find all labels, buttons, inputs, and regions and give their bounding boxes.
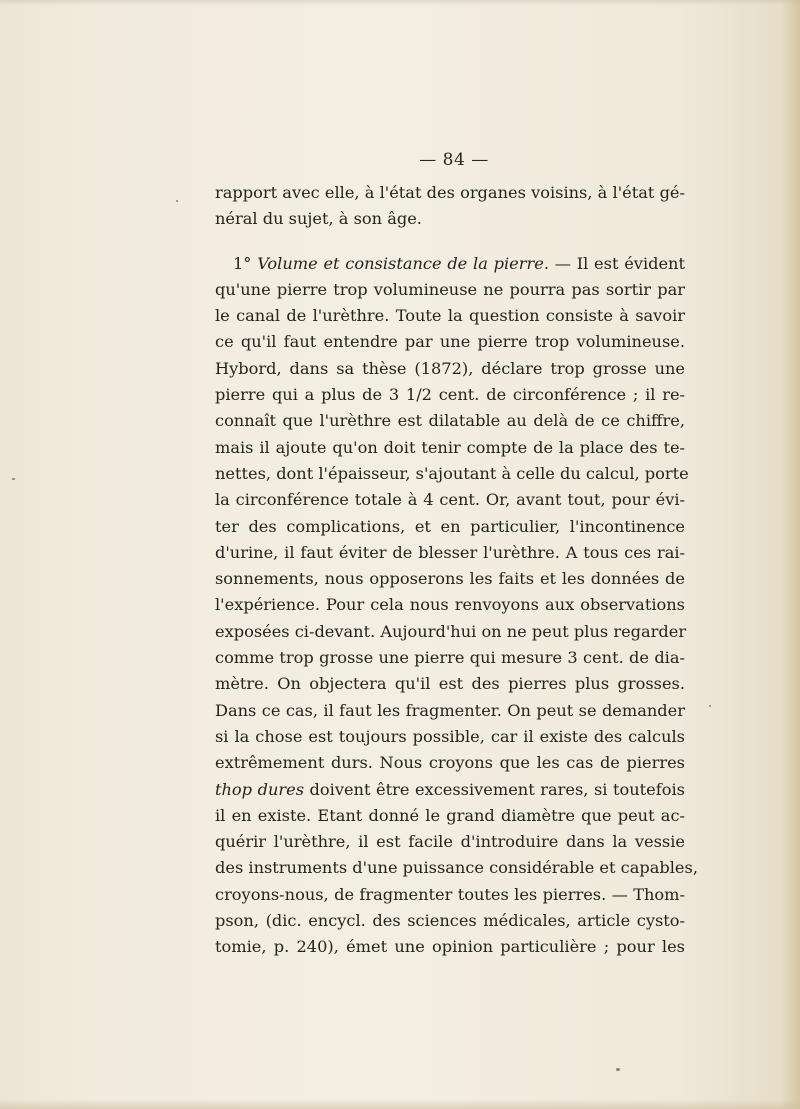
paper-speck [616, 1068, 620, 1071]
text-line: sonnements, nous opposerons les faits et les données de [215, 569, 685, 589]
text-line: croyons-nous, de fragmenter toutes les pierres. — Thom- [215, 884, 685, 904]
page-top-shadow [0, 0, 800, 6]
text-line: si la chose est toujours possible, car il existe des calculs [215, 726, 685, 746]
page-bottom-shadow [0, 1099, 800, 1109]
text-line: ter des complications, et en particulier, l'incontinence [215, 516, 685, 536]
text-line: pson, (dic. encycl. des sciences médicales, article cysto- [215, 911, 685, 931]
text-line: le canal de l'urèthre. Toute la question consiste à savoir [215, 306, 685, 326]
text-line: des instruments d'une puissance considérable et capables, [215, 858, 698, 878]
body-text [215, 180, 698, 961]
section-heading-line [215, 251, 685, 277]
text-line: pierre qui a plus de 3 1/2 cent. de circonférence ; il re- [215, 385, 685, 405]
text-line: nettes, dont l'épaisseur, s'ajoutant à celle du calcul, porte [215, 463, 689, 483]
text-line: Dans ce cas, il faut les fragmenter. On peut se demander [215, 700, 685, 720]
heading-rest: — Il est évident [554, 253, 685, 273]
heading-italic: Volume et consistance de la pierre. [257, 253, 549, 273]
text-line: mais il ajoute qu'on doit tenir compte de la place des te- [215, 437, 685, 457]
text-line: mètre. On objectera qu'il est des pierres plus grosses. [215, 674, 685, 694]
text-line: néral du sujet, à son âge. [215, 209, 422, 229]
heading-number: 1° [233, 253, 252, 273]
text-line [215, 777, 685, 803]
text-line: quérir l'urèthre, il est facile d'introduire dans la vessie [215, 832, 685, 852]
text-line: il en existe. Etant donné le grand diamètre que peut ac- [215, 805, 685, 825]
text-line: connaît que l'urèthre est dilatable au delà de ce chiffre, [215, 411, 685, 431]
paper-speck [176, 200, 178, 202]
text-line: comme trop grosse une pierre qui mesure 3 cent. de dia- [215, 648, 685, 668]
text-line: la circonférence totale à 4 cent. Or, avant tout, pour évi- [215, 490, 685, 510]
page-right-edge-shadow [780, 0, 800, 1109]
text-line: d'urine, il faut éviter de blesser l'urèthre. A tous ces rai- [215, 542, 685, 562]
page-number: — 84 — [419, 150, 489, 170]
text-line: l'expérience. Pour cela nous renvoyons aux observations [215, 595, 685, 615]
text-line: Hybord, dans sa thèse (1872), déclare trop grosse une [215, 358, 685, 378]
text-line: extrêmement durs. Nous croyons que les cas de pierres [215, 753, 685, 773]
text-line: ce qu'il faut entendre par une pierre trop volumineuse. [215, 332, 685, 352]
italic-phrase: thop dures [215, 779, 304, 799]
line-rest: doivent être excessivement rares, si toutefois [309, 779, 685, 799]
text-line: qu'une pierre trop volumineuse ne pourra pas sortir par [215, 279, 685, 299]
text-line: rapport avec elle, à l'état des organes voisins, à l'état gé- [215, 183, 685, 202]
paper-speck [709, 705, 711, 707]
paragraph-gap [215, 233, 685, 251]
text-line: exposées ci-devant. Aujourd'hui on ne peut plus regarder [215, 621, 687, 641]
text-line: tomie, p. 240), émet une opinion particulière ; pour les [215, 937, 685, 957]
paper-speck [12, 478, 15, 480]
